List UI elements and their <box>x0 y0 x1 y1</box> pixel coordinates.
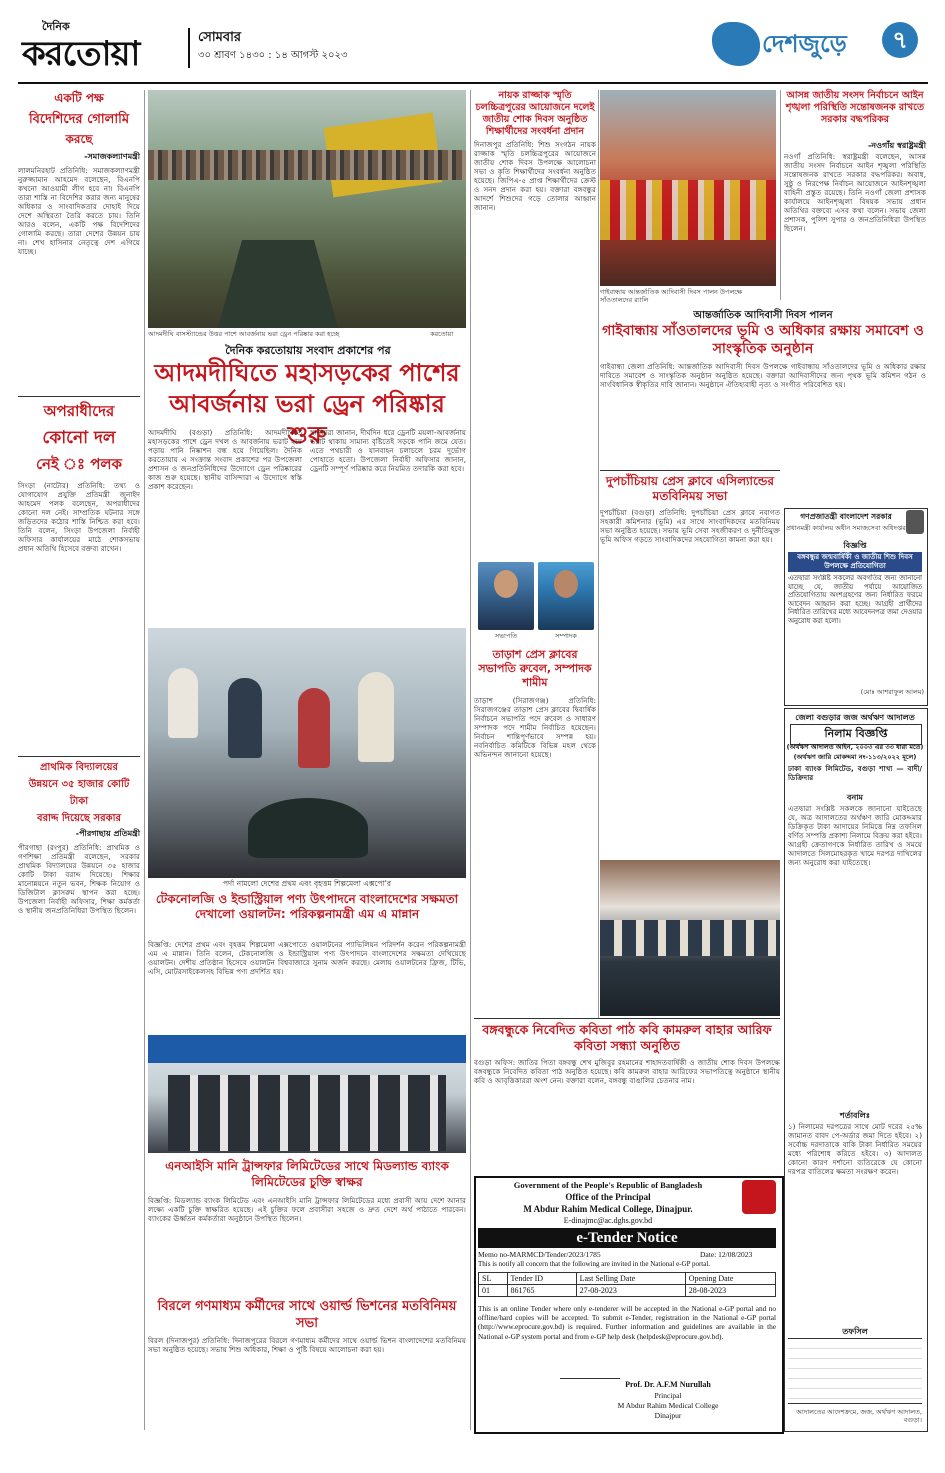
col3-h2: তাড়াশ প্রেস ক্লাবের সভাপতি রুবেল, সম্পাদক শামীম <box>478 648 592 689</box>
col1-h3a: প্রাথমিক বিদ্যালয়ের <box>39 762 119 773</box>
gov-notice-body: এতদ্বারা সংশ্লিষ্ট সকলের অবগতির জন্য জানানো যাচ্ছে যে, জাতীয় পর্যায়ে আয়োজিত প্রতিযোগিতায় অংশগ্রহণের জন্য নির্ধারিত ফরমে আবেদন আহ্বান করা হচ্ছে। আগ্রহী প্রার্থীদের নির্ধারিত তারিখের মধ্যে আবেদনপত্র জমা দেওয়ার অনুরোধ করা হলো। <box>788 574 922 625</box>
td-id: 861765 <box>507 1285 576 1297</box>
center-h5: বিরলে গণমাধ্যম কর্মীদের সাথে ওয়ার্ল্ড ভিশনের মতবিনিময় সভা <box>157 1299 457 1331</box>
gov-notice-title: গণপ্রজাতন্ত্রী বাংলাদেশ সরকার <box>800 512 892 521</box>
center-h2: টেকনোলজি ও ইন্ডাস্ট্রিয়াল পণ্য উৎপাদনে বাংলাদেশের সক্ষমতা দেখালো ওয়ালটন: পরিকল্পনামন্ত্রী এম এ মান্নান <box>155 892 459 921</box>
col5-p1: নওগাঁ প্রতিনিধি: স্বরাষ্ট্রমন্ত্রী বলেছেন, আসন্ন জাতীয় সংসদ নির্বাচনে আইন শৃঙ্খলা পরিস্থিতি সন্তোষজনক রাখতে সরকার বদ্ধপরিকর। অবাধ, সুষ্ঠু ও নিরপেক্ষ নির্বাচন আয়োজনে আইনশৃঙ্খলা বাহিনী প্রস্তুত রয়েছে। তিনি নওগাঁ জেলা প্রশাসক কার্যালয়ে আইনশৃঙ্খলা বিষয়ক সভায় প্রধান অতিথির বক্তব্যে এসব কথা বলেন। সভায় জেলা প্রশাসক, পুলিশ সুপার ও জনপ্রতিনিধিরা উপস্থিত ছিলেন। <box>784 152 926 233</box>
col1-h2a: অপরাধীদের <box>43 402 115 420</box>
court-title: জেলা বগুড়ার জজ অর্থঋণ আদালত <box>795 713 915 722</box>
gov-notice-sig: (মোঃ আশরাফুল আলম) <box>860 688 924 696</box>
tender-sig3: M Abdur Rahim Medical College <box>617 1401 719 1410</box>
tender-sig4: Dinajpur <box>654 1411 682 1420</box>
col1-p3: পীরগাছা (রংপুর) প্রতিনিধি: প্রাথমিক ও গণশিক্ষা প্রতিমন্ত্রী বলেছেন, সরকার প্রাথমিক বিদ্যালয়ের উন্নয়নে ৩৫ হাজার কোটি টাকা বরাদ্দ দিয়েছে। শিক্ষার মানোন্নয়নে নতুন ভবন, শিক্ষক নিয়োগ ও ডিজিটাল ক্লাসরুম স্থাপন করা হচ্ছে। উপজেলা নির্বাহী অফিসার, শিক্ষা কর্মকর্তা ও স্থানীয় জনপ্রতিনিধিরা উপস্থিত ছিলেন। <box>18 843 140 915</box>
col1-h3c: বরাদ্দ দিয়েছে সরকার <box>37 813 121 824</box>
tender-body: This is an online Tender where only e-tenderer will be accepted in the National e-GP portal and no offline/hard copies will be accepted. To submit e-Tender, registration in the National e-GP portal (http://www.eprocure.gov.bd) is required. Further information and guidelines are available in the National e-GP system portal and from e-GP help desk (helpdesk@eprocure.gov.bd). <box>478 1304 776 1341</box>
drain-cleaning-photo <box>148 90 466 328</box>
center-p3: বিজ্ঞপ্তি: দেশের প্রথম এবং বৃহত্তম শিল্পমেলা এক্সপোতে ওয়ালটনের প্যাভিলিয়ন পরিদর্শন করেন পরিকল্পনামন্ত্রী এম এ মান্নান। তিনি বলেন, টেকনোলজি ও ইন্ডাস্ট্রিয়াল পণ্য উৎপাদনে বাংলাদেশের সক্ষমতা দেখিয়েছে ওয়ালটন। দেশীয় প্রতিষ্ঠান হিসেবে ওয়ালটন বিশ্ববাজারে সুনাম অর্জন করছে। মেলায় ওয়ালটনের ফ্রিজ, টিভি, এসি, মোটরসাইকেলসহ বিভিন্ন পণ্য প্রদর্শিত হয়। <box>148 940 466 976</box>
candidate-1-photo <box>478 562 534 630</box>
tender-l3: M Abdur Rahim Medical College, Dinajpur. <box>523 1204 693 1214</box>
nic-midland-photo <box>148 1035 466 1153</box>
photo1-caption: আদমদীঘি বাসস্ট্যান্ডের উত্তর পাশে আবর্জনায় ভরা ড্রেন পরিষ্কার করা হচ্ছে <box>148 330 340 338</box>
court-cond: শর্তাবলিঃ <box>839 1111 871 1120</box>
candidate-2-photo <box>538 562 594 630</box>
walton-expo-photo <box>148 628 466 878</box>
issue-day: সোমবার <box>198 30 242 45</box>
center-kicker: দৈনিক করতোয়ায় সংবাদ প্রকাশের পর <box>225 344 391 357</box>
signature <box>560 1362 620 1379</box>
candidate-1-label: সভাপতি <box>494 632 518 640</box>
masthead <box>0 0 945 88</box>
th-opening: Opening Date <box>685 1273 775 1285</box>
col1-h1c: করছে <box>65 132 93 146</box>
col3-p2: তাড়াশ (সিরাজগঞ্জ) প্রতিনিধি: সিরাজগঞ্জের তাড়াশ প্রেস ক্লাবের দ্বিবার্ষিক নির্বাচনে সভাপতি পদে রুবেল ও সাধারণ সম্পাদক পদে শামীম নির্বাচিত হয়েছেন। নির্বাচন শান্তিপূর্ণভাবে সম্পন্ন হয়। নবনির্বাচিত কমিটিকে বিভিন্ন মহল থেকে অভিনন্দন জানানো হয়েছে। <box>474 696 596 759</box>
tender-table-header <box>479 1273 776 1285</box>
court-parties: ঢাকা ব্যাংক লিমিটেড, বগুড়া শাখা — বাদী/ডিক্রিদার <box>788 764 922 782</box>
issue-date: ৩০ শ্রাবণ ১৪৩০ : ১৪ আগস্ট ২০২৩ <box>198 50 348 61</box>
tender-l2: Office of the Principal <box>565 1192 651 1202</box>
tender-table <box>478 1272 776 1297</box>
tender-table-row <box>479 1285 776 1297</box>
map-icon <box>712 22 760 66</box>
portrait-icon <box>906 510 924 534</box>
col1-story-2 <box>18 400 140 771</box>
court-sched-table <box>788 1338 922 1404</box>
tender-l4: E-dinajmc@ac.dghs.gov.bd <box>563 1216 653 1225</box>
center-p1: আদমদীঘি (বগুড়া) প্রতিনিধি: আদমদীঘিতে মহাসড়কের পাশে ড্রেন দখল ও আবর্জনায় ভরাট হয়ে পড়ায় পানি নিষ্কাশন বন্ধ হয়ে গিয়েছিল। দৈনিক করতোয়ায় এ সংক্রান্ত সংবাদ প্রকাশের পর উপজেলা প্রশাসন ও জনপ্রতিনিধিদের উদ্যোগে ড্রেন পরিষ্কারের কাজ শুরু হয়েছে। স্থানীয় বাসিন্দারা এ উদ্যোগে স্বস্তি প্রকাশ করেছেন। <box>148 428 302 491</box>
col1-h2c: নেই ঃ পলক <box>35 455 123 473</box>
court-head: নিলাম বিজ্ঞপ্তি <box>790 724 922 745</box>
photo1-credit: করতোয়া <box>430 330 454 338</box>
col1-h1b: বিদেশিদের গোলামি <box>28 112 130 127</box>
col1-p1: লালমনিরহাট প্রতিনিধি: সমাজকল্যাণমন্ত্রী নুরুজ্জামান আহমেদ বলেছেন, বিএনপি কখনো আওয়ামী লীগ হবে না। বিএনপি তারা শাস্তি না বিদেশির করার জন্য মানুষের অধিকার ও সাংবাদিকতার দোহাই দিয়ে দেশে অস্থিরতা তৈরি করতে চায়। তিনি আরও বলেন, একটি পক্ষ বিদেশিদের গোলামি করছে। তারা দেশের উন্নয়ন চায় না। শেখ হাসিনার নেতৃত্বে দেশ এগিয়ে যাচ্ছে। <box>18 166 140 256</box>
gov-notice-head: বিজ্ঞপ্তি <box>843 541 867 550</box>
col5-h1b: -নওগাঁয় স্বরাষ্ট্রমন্ত্রী <box>867 141 926 150</box>
gov-notice-highlight: বঙ্গবন্ধুর জন্মবার্ষিকী ও জাতীয় শিশু দিবস উপলক্ষে প্রতিযোগিতা <box>788 552 922 572</box>
logo-small: দৈনিক <box>42 20 70 33</box>
col3-h1: নায়ক রাজ্জাক স্মৃতি চলচ্চিত্রপুরের আয়োজনে দলেই জাতীয় শোক দিবস অনুষ্ঠিত শিক্ষার্থীদের সংবর্ধনা প্রদান <box>475 90 595 137</box>
logo-big: করতোয়া <box>22 34 140 74</box>
col1-h3b: উন্নয়নে ৩৫ হাজার কোটি টাকা <box>28 779 130 807</box>
th-id: Tender ID <box>507 1273 576 1285</box>
photo2-caption: পর্দা নামলো দেশের প্রথম এবং বৃহত্তম শিল্পমেলা এক্সপো'র <box>223 879 391 888</box>
col4-photo-caption: গাইবান্ধায় আন্তর্জাতিক আদিবাসী দিবস পালন উপলক্ষে সাঁওতালদের র‍্যালি <box>600 288 743 304</box>
th-sl: SL <box>479 1273 508 1285</box>
court-sched: তফসিল <box>842 1327 868 1336</box>
th-selling: Last Selling Date <box>576 1273 685 1285</box>
court-sub: (অর্থঋণ আদালত আইন, ২০০৩ এর ৩৩ ধারা মতে) <box>786 743 924 751</box>
td-opening: 28-08-2023 <box>685 1285 775 1297</box>
section-name: দেশজুড়ে <box>762 29 847 58</box>
col5-h1: আসন্ন জাতীয় সংসদ নির্বাচনে আইন শৃঙ্খলা পরিস্থিতি সন্তোষজনক রাখতে সরকার বদ্ধপরিকর <box>785 90 925 125</box>
tender-sig2: Principal <box>654 1391 682 1400</box>
col4-kicker: আন্তর্জাতিক আদিবাসী দিবস পালন <box>693 310 833 321</box>
col1-h3d: -পীরগাছায় প্রতিমন্ত্রী <box>75 829 140 838</box>
col3-p1: দিনাজপুর প্রতিনিধি: শিশু সংগঠন নায়ক রাজ্জাক স্মৃতি চলচ্চিত্রপুরের আয়োজনে জাতীয় শোক দিবস উপলক্ষে আলোচনা সভা ও কৃতি শিক্ষার্থীদের সংবর্ধনা অনুষ্ঠিত হয়েছে। জিপিএ-৫ প্রাপ্ত শিক্ষার্থীদের ক্রেস্ট ও সনদ প্রদান করা হয়। বক্তারা বঙ্গবন্ধুর আদর্শে শিশুদের গড়ে তোলার আহ্বান জানান। <box>474 140 596 212</box>
col1-h1a: একটি পক্ষ <box>54 91 104 105</box>
col1-p2: সিংড়া (নাটোর) প্রতিনিধি: তথ্য ও যোগাযোগ প্রযুক্তি প্রতিমন্ত্রী জুনাইদ আহমেদ পলক বলেছেন, অপরাধীদের কোনো দল নেই। সাম্প্রতিক ঘটনার সঙ্গে জড়িতদের কঠোর শাস্তি নিশ্চিত করা হবে। তিনি বলেন, সিংড়া উপজেলা নির্বাহী অফিসার কার্যালয়ের মাঠে শোকসভায় প্রধান অতিথি হিসেবে বক্তব্য রাখেন। <box>18 481 140 553</box>
indigenous-rally-photo <box>600 90 776 286</box>
gov-notice-sub: প্রধানমন্ত্রী কার্যালয় অধীন সমাজসেবা অধিদপ্তর <box>786 524 906 532</box>
page-number: ৭ <box>882 22 918 58</box>
court-vs: বনাম <box>847 793 863 802</box>
col3-p3: বগুড়া অফিস: জাতির পিতা বঙ্গবন্ধু শেখ মুজিবুর রহমানের শাহাদতবার্ষিকী ও জাতীয় শোক দিবস উপলক্ষে বঙ্গবন্ধুকে নিবেদিত কবিতা পাঠ অনুষ্ঠিত হয়েছে। কবি কামরুল বাহার আরিফের সভাপতিত্বে অনুষ্ঠানে স্থানীয় কবি ও আবৃত্তিকাররা অংশ নেন। বক্তারা বলেন, বঙ্গবন্ধু বাঙালির চেতনার নাম। <box>474 1058 780 1085</box>
td-sl: 01 <box>479 1285 508 1297</box>
court-cond-body: ১) নিলামের দরপত্রের সাথে মোট দরের ২৫% জামানত বাবদ পে-অর্ডার জমা দিতে হইবে। ২) সর্বোচ্চ দরদাতাকে বাকি টাকা নির্ধারিত সময়ের মধ্যে পরিশোধ করিতে হইবে। ৩) আদালত কোনো কারণ দর্শানো ব্যতিরেকে যে কোনো দরপত্র বাতিলের ক্ষমতা সংরক্ষণ করেন। <box>788 1122 922 1176</box>
center-h4: এনআইসি মানি ট্রান্সফার লিমিটেডের সাথে মিডল্যান্ড ব্যাংক লিমিটেডের চুক্তি স্বাক্ষর <box>165 1159 449 1189</box>
col1-story-3 <box>18 760 140 1473</box>
col1-h1d: -সমাজকল্যাণমন্ত্রী <box>84 152 140 161</box>
tender-memo: Memo no-MARMCD/Tender/2023/1785 <box>478 1250 601 1259</box>
center-headline: আদমদীঘিতে মহাসড়কের পাশের আবর্জনায় ভরা ড্রেন পরিষ্কার শুরু <box>154 359 460 449</box>
candidate-2-label: সম্পাদক <box>555 632 577 640</box>
court-body: এতদ্বারা সংশ্লিষ্ট সকলকে জানানো যাইতেছে যে, অত্র আদালতের অর্থঋণ জারি মোকদ্দমার ডিক্রিকৃত টাকা আদায়ের নিমিত্তে নিম্ন তফসিল বর্ণিত সম্পত্তি প্রকাশ্য নিলামে বিক্রয় করা হইবে। আগ্রহী ক্রেতাগণকে নির্ধারিত তারিখ ও সময়ে আদালতে সিলমোহরকৃত খামে দরপত্র দাখিলের জন্য অনুরোধ করা যাইতেছে। <box>788 804 922 867</box>
tender-title: e-Tender Notice <box>478 1228 776 1248</box>
col4-p1: গাইবান্ধা জেলা প্রতিনিধি: আন্তর্জাতিক আদিবাসী দিবস উপলক্ষে গাইবান্ধায় সাঁওতালদের ভূমি ও অধিকার রক্ষার দাবিতে সমাবেশ ও সাংস্কৃতিক অনুষ্ঠান অনুষ্ঠিত হয়েছে। বক্তারা আদিবাসীদের জন্য পৃথক ভূমি কমিশন গঠন ও সাংবিধানিক স্বীকৃতির দাবি জানান। অনুষ্ঠানে ঐতিহ্যবাহী নৃত্য ও সংগীত পরিবেশিত হয়। <box>600 362 926 389</box>
logo <box>22 18 172 76</box>
tender-sig1: Prof. Dr. A.F.M Nurullah <box>625 1380 711 1389</box>
center-p5: বিজ্ঞপ্তি: মিডল্যান্ড ব্যাংক লিমিটেড এবং এনআইসি মানি ট্রান্সফার লিমিটেডের মধ্যে প্রবাসী আয় দেশে আনার লক্ষ্যে একটি চুক্তি স্বাক্ষরিত হয়েছে। এই চুক্তির ফলে প্রবাসীরা সহজে ও দ্রুত দেশে অর্থ পাঠাতে পারবেন। ব্যাংকের ঊর্ধ্বতন কর্মকর্তারা অনুষ্ঠানে উপস্থিত ছিলেন। <box>148 1196 466 1223</box>
col1-story-1 <box>18 90 140 418</box>
col3-h3: বঙ্গবন্ধুকে নিবেদিত কবিতা পাঠ কবি কামরুল বাহার আরিফ কবিতা সন্ধ্যা অনুষ্ঠিত <box>482 1022 772 1053</box>
col4-p2: দুপচাঁচিয়া (বগুড়া) প্রতিনিধি: দুপচাঁচিয়া প্রেস ক্লাবে নবাগত সহকারী কমিশনার (ভূমি) এর সাথে সাংবাদিকদের মতবিনিময় সভা অনুষ্ঠিত হয়েছে। সভায় ভূমি সেবা সহজীকরণ ও দুর্নীতিমুক্ত ভূমি অফিস গড়তে সাংবাদিকদের সহযোগিতা কামনা করা হয়। <box>600 508 780 544</box>
poetry-reading-photo <box>600 860 780 1016</box>
center-p2: স্থানীয়রা জানান, দীর্ঘদিন ধরে ড্রেনটি ময়লা-আবর্জনায় ভরাট থাকায় সামান্য বৃষ্টিতেই সড়কে পানি জমে যেত। এতে পথচারী ও যানবাহন চলাচলে চরম দুর্ভোগ পোহাতে হতো। উপজেলা নির্বাহী অফিসার জানান, ড্রেনটি সম্পূর্ণ পরিষ্কার করে নিয়মিত তদারকি করা হবে। <box>310 428 466 473</box>
td-selling: 27-08-2023 <box>576 1285 685 1297</box>
court-foot: আদালতের আদেশক্রমে, জজ, অর্থঋণ আদালত, বগুড়া। <box>796 1408 922 1424</box>
col4-h2: দুপচাঁচিয়ায় প্রেস ক্লাবে এসিল্যান্ডের মতবিনিময় সভা <box>606 474 774 503</box>
tender-l1: Government of the People's Republic of Bangladesh <box>513 1180 703 1190</box>
section-label <box>712 16 927 74</box>
col4-headline: গাইবান্ধায় সাঁওতালদের ভূমি ও অধিকার রক্ষায় সমাবেশ ও সাংস্কৃতিক অনুষ্ঠান <box>602 323 924 357</box>
col1-h2b: কোনো দল <box>42 428 116 448</box>
court-sub2: (অর্থঋণ জারি মোকদ্দমা নং-১১৩/২০২২ মূলে) <box>793 753 917 761</box>
center-p6: বিরল (দিনাজপুর) প্রতিনিধি: দিনাজপুরের বিরলে গণমাধ্যম কর্মীদের সাথে ওয়ার্ল্ড ভিশন বাংলাদেশের মতবিনিময় সভা অনুষ্ঠিত হয়েছে। সভায় শিশু অধিকার, শিক্ষা ও পুষ্টি বিষয়ে আলোচনা করা হয়। <box>148 1336 466 1354</box>
mujib-logo-icon <box>742 1180 776 1214</box>
tender-date: Date: 12/08/2023 <box>700 1250 753 1259</box>
tender-intro: This is notify all concern that the following are invited in the National e-GP portal. <box>478 1260 711 1268</box>
